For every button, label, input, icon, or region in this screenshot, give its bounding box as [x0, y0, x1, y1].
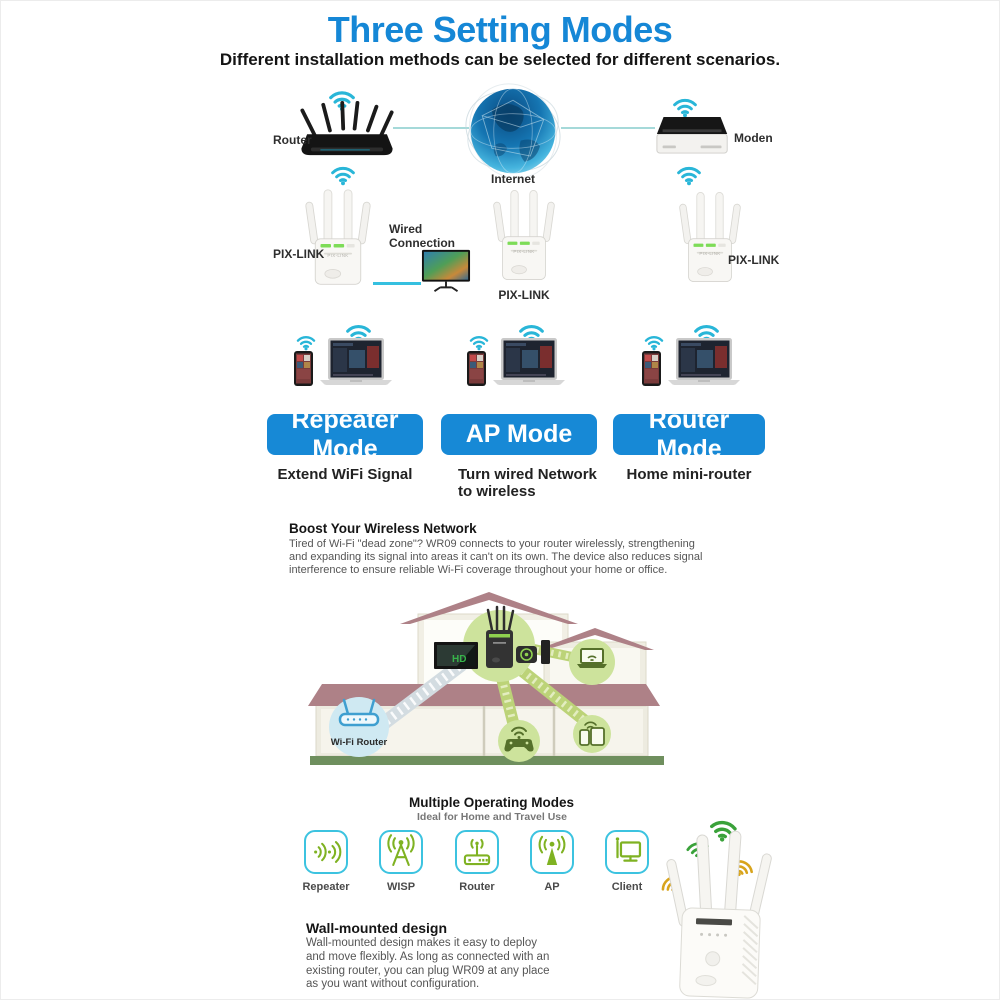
- wall-heading: Wall-mounted design: [306, 920, 448, 936]
- phone-device: [641, 350, 662, 387]
- internet-label: Internet: [490, 172, 535, 186]
- wired-connection-label: Wired Connection: [389, 222, 455, 250]
- extender-face-text: PIX-LINK: [327, 253, 349, 258]
- page-title: Three Setting Modes: [327, 9, 673, 50]
- link-line: [561, 127, 655, 129]
- wired-line: [373, 282, 421, 285]
- page-subtitle: Different installation methods can be selected for different scenarios.: [219, 50, 781, 69]
- op-modes-heading: Multiple Operating Modes: [409, 795, 575, 810]
- wifi-icon: [468, 333, 490, 351]
- laptop-device: [666, 338, 742, 386]
- boost-body: Tired of Wi-Fi "dead zone"? WR09 connects to your router wirelessly, strengthening and expanding its signal into areas it can't on its own. The device also reduces signal interference to ensure reliable Wi-Fi coverage throughout your home or office.: [289, 538, 703, 577]
- extender-device: [677, 187, 743, 287]
- op-modes-subheading: Ideal for Home and Travel Use: [417, 811, 567, 823]
- router-mode-label: Router: [459, 881, 495, 893]
- repeater-mode-label: Repeater: [302, 881, 350, 893]
- extender-label: PIX-LINK: [728, 253, 780, 267]
- ap-mode-icon: [530, 830, 574, 874]
- phone-device: [466, 350, 487, 387]
- tv-hd-text: HD: [452, 654, 467, 665]
- product-body: [679, 908, 760, 999]
- router-mode-icon: [455, 830, 499, 874]
- client-devices-group: [634, 316, 746, 394]
- laptop-device: [491, 338, 567, 386]
- pc-tower: [541, 640, 550, 664]
- ap-mode-button[interactable]: AP Mode: [441, 414, 597, 455]
- wisp-mode-icon: [379, 830, 423, 874]
- extender-label: PIX-LINK: [498, 288, 550, 302]
- router-device: [299, 101, 395, 158]
- tv-device: [421, 243, 471, 301]
- ap-mode-label: AP: [544, 881, 560, 893]
- house-illustration: [296, 584, 676, 779]
- laptop-in-house: [577, 649, 607, 668]
- client-mode-label: Client: [611, 881, 643, 893]
- smart-plug-icon: [516, 646, 537, 663]
- extender-device: [303, 187, 373, 287]
- router-mode-button[interactable]: Router Mode: [613, 414, 765, 455]
- laptop-device: [318, 338, 394, 386]
- wifi-icon: [295, 333, 317, 351]
- ap-mode-caption: Turn wired Network to wireless: [458, 466, 597, 501]
- client-devices-group: [286, 316, 398, 394]
- extender-label: PIX-LINK: [273, 247, 325, 261]
- boost-heading: Boost Your Wireless Network: [289, 521, 477, 536]
- product-photo: [643, 807, 815, 1000]
- wifi-router-label: Wi-Fi Router: [330, 737, 388, 748]
- wall-body: Wall-mounted design makes it easy to deploy and move flexibly. As long as connected with an existing router, you can plug WR09 at any place as you want without configuration.: [306, 937, 550, 991]
- wisp-mode-label: WISP: [386, 881, 416, 893]
- repeater-mode-icon: [304, 830, 348, 874]
- router-label: Router: [273, 133, 312, 147]
- extender-face-text: PIX-LINK: [513, 249, 535, 254]
- repeater-mode-caption: Extend WiFi Signal: [277, 466, 413, 483]
- modem-device: [655, 113, 731, 157]
- wifi-icon: [675, 163, 703, 186]
- wifi-icon: [643, 333, 665, 351]
- phone-device: [293, 350, 314, 387]
- internet-globe: [461, 81, 565, 181]
- wifi-icon: [329, 163, 357, 186]
- router-mode-caption: Home mini-router: [626, 466, 752, 483]
- client-devices-group: [459, 316, 571, 394]
- link-line: [393, 127, 469, 129]
- tv-in-house: [434, 642, 478, 669]
- repeater-mode-button[interactable]: Repeater Mode: [267, 414, 423, 455]
- modem-label: Moden: [734, 131, 773, 145]
- extender-device: [491, 185, 557, 285]
- extender-face-text: PIX-LINK: [699, 251, 721, 256]
